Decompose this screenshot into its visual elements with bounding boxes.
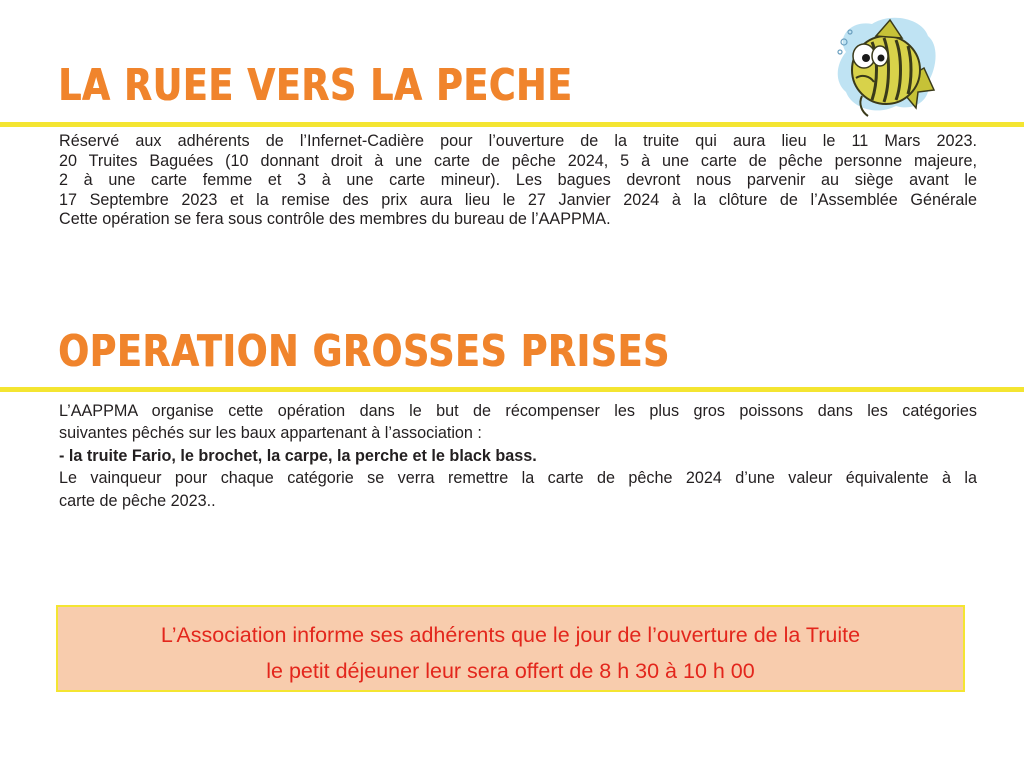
section-title-ruee: LA RUEE VERS LA PECHE — [58, 60, 573, 111]
body-line: 20 Truites Baguées (10 donnant droit à une carte de pêche 2024, 5 à une carte de pêche personne majeure, — [59, 151, 977, 170]
body-line: Cette opération se fera sous contrôle des membres du bureau de l’AAPPMA. — [59, 210, 611, 229]
body-line: 17 Septembre 2023 et la remise des prix aura lieu le 27 Janvier 2024 à la clôture de l’Assemblée Générale — [59, 190, 977, 209]
yellow-divider — [0, 122, 1024, 127]
notice-box — [56, 605, 965, 692]
notice-line: L’Association informe ses adhérents que le jour de l’ouverture de la Truite — [160, 623, 861, 647]
species-list: - la truite Fario, le brochet, la carpe, la perche et le black bass. — [59, 446, 537, 465]
body-line: Le vainqueur pour chaque catégorie se verra remettre la carte de pêche 2024 d’une valeur équivalente à la — [59, 469, 977, 488]
cartoon-fish-icon — [832, 12, 940, 118]
section-body-grosses-prises — [59, 400, 977, 512]
notice-line: le petit déjeuner leur sera offert de 8 h 30 à 10 h 00 — [266, 659, 755, 683]
body-line: carte de pêche 2023.. — [59, 491, 216, 510]
body-line: 2 à une carte femme et 3 à une carte mineur). Les bagues devront nous parvenir au siège avant le — [59, 171, 977, 190]
section-title-grosses-prises: OPERATION GROSSES PRISES — [58, 326, 670, 377]
yellow-divider — [0, 387, 1024, 392]
section-body-ruee — [59, 132, 977, 230]
body-line: L’AAPPMA organise cette opération dans le but de récompenser les plus gros poissons dans les catégories — [59, 402, 977, 420]
body-line: Réservé aux adhérents de l’Infernet-Cadière pour l’ouverture de la truite qui aura lieu le 11 Mars 2023. — [59, 132, 977, 150]
body-line: suivantes pêchés sur les baux appartenant à l’association : — [59, 424, 482, 443]
